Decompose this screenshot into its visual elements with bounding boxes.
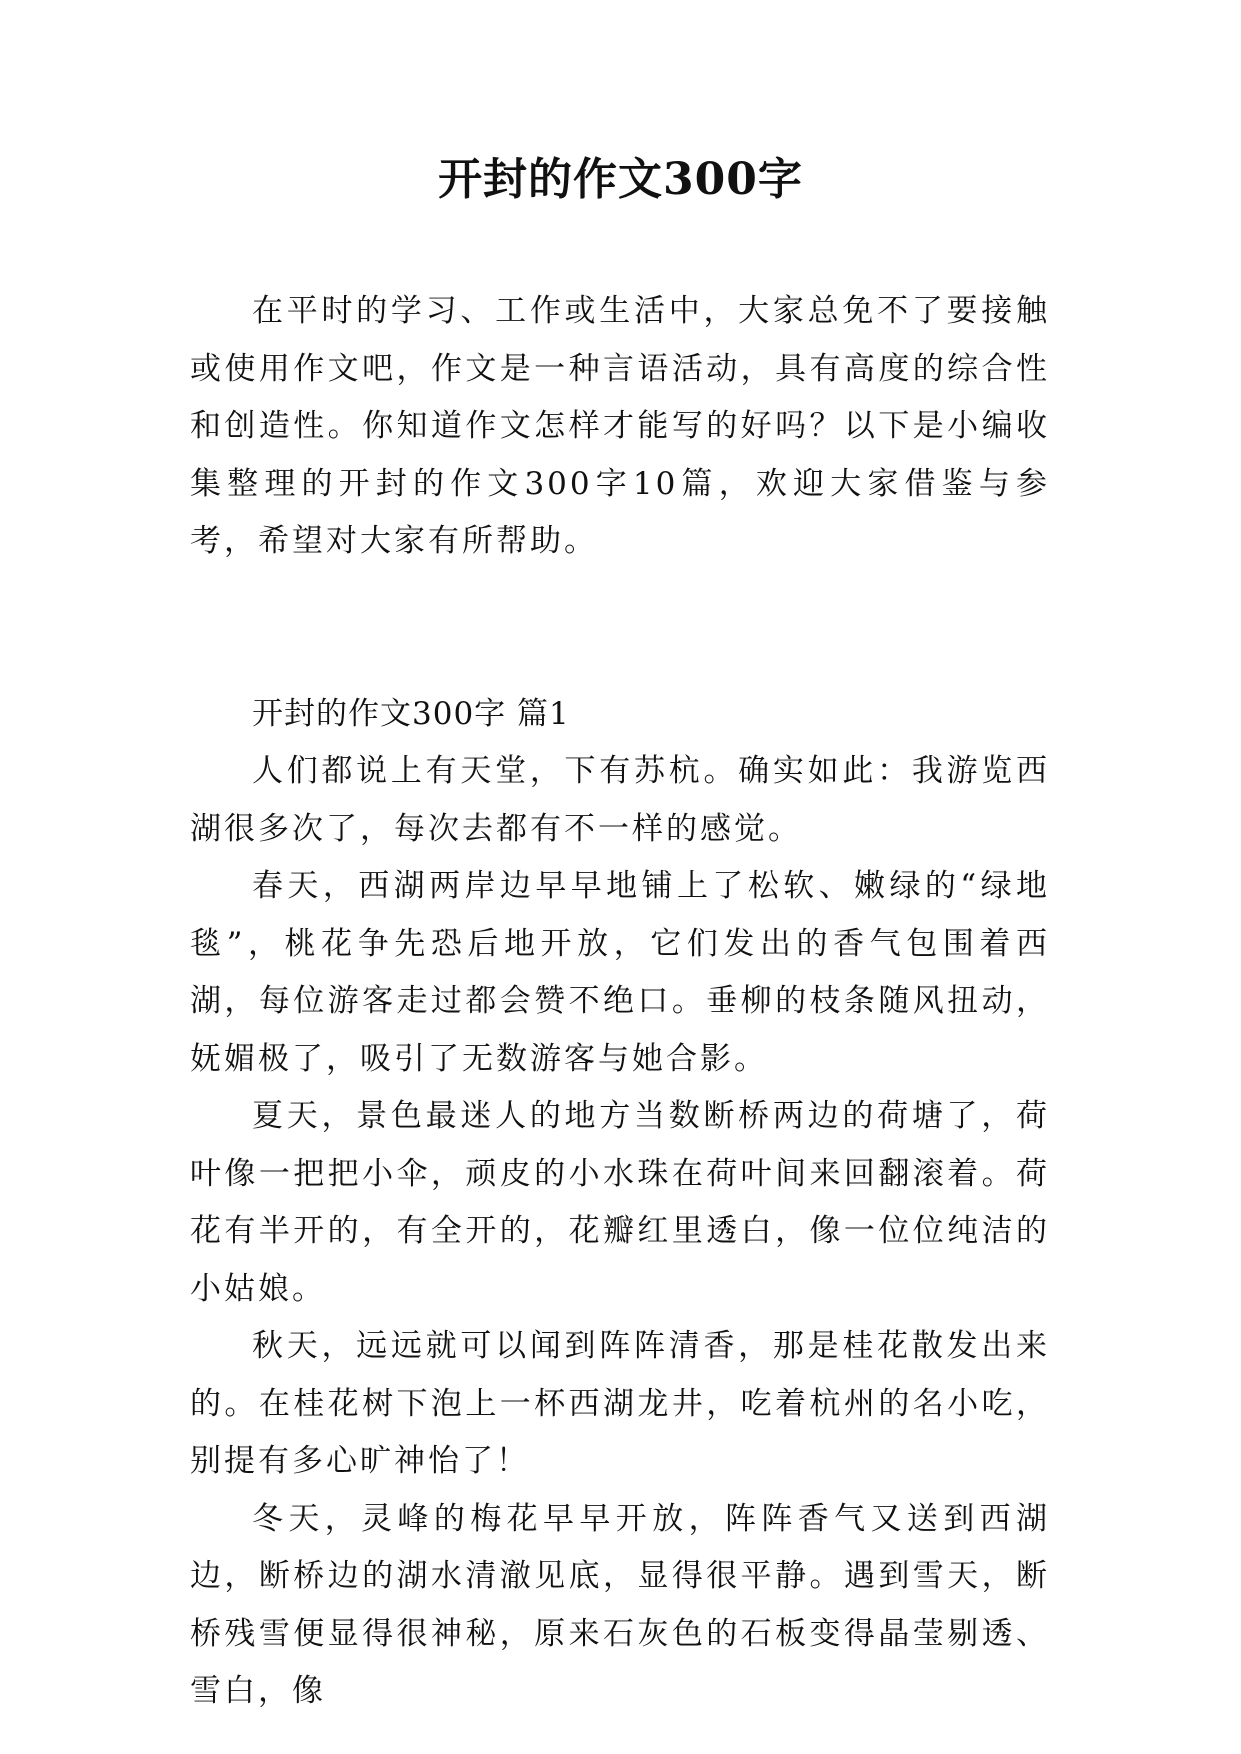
section-spacer <box>190 571 1050 686</box>
body-paragraph-2: 春天，西湖两岸边早早地铺上了松软、嫩绿的“绿地毯”，桃花争先恐后地开放，它们发出的香气包围着西湖，每位游客走过都会赞不绝口。垂柳的枝条随风扭动，妩媚极了，吸引了无数游客与她合影。 <box>190 868 1050 1077</box>
document-title: 开封的作文300字 <box>438 154 803 205</box>
document-body <box>190 283 1050 1721</box>
section-heading: 开封的作文300字 篇1 <box>252 695 570 732</box>
body-paragraph-4: 秋天，远远就可以闻到阵阵清香，那是桂花散发出来的。在桂花树下泡上一杯西湖龙井，吃着杭州的名小吃，别提有多心旷神怡了！ <box>190 1328 1050 1479</box>
body-paragraph-5: 冬天，灵峰的梅花早早开放，阵阵香气又送到西湖边，断桥边的湖水清澈见底，显得很平静。遇到雪天，断桥残雪便显得很神秘，原来石灰色的石板变得晶莹剔透、雪白，像 <box>190 1500 1050 1709</box>
body-paragraph-1: 人们都说上有天堂，下有苏杭。确实如此：我游览西湖很多次了，每次去都有不一样的感觉。 <box>190 753 1050 847</box>
intro-paragraph: 在平时的学习、工作或生活中，大家总免不了要接触或使用作文吧，作文是一种言语活动，具有高度的综合性和创造性。你知道作文怎样才能写的好吗？以下是小编收集整理的开封的作文300字10篇，欢迎大家借鉴与参考，希望对大家有所帮助。 <box>190 293 1050 559</box>
body-paragraph-3: 夏天，景色最迷人的地方当数断桥两边的荷塘了，荷叶像一把把小伞，顽皮的小水珠在荷叶间来回翻滚着。荷花有半开的，有全开的，花瓣红里透白，像一位位纯洁的小姑娘。 <box>190 1098 1050 1307</box>
